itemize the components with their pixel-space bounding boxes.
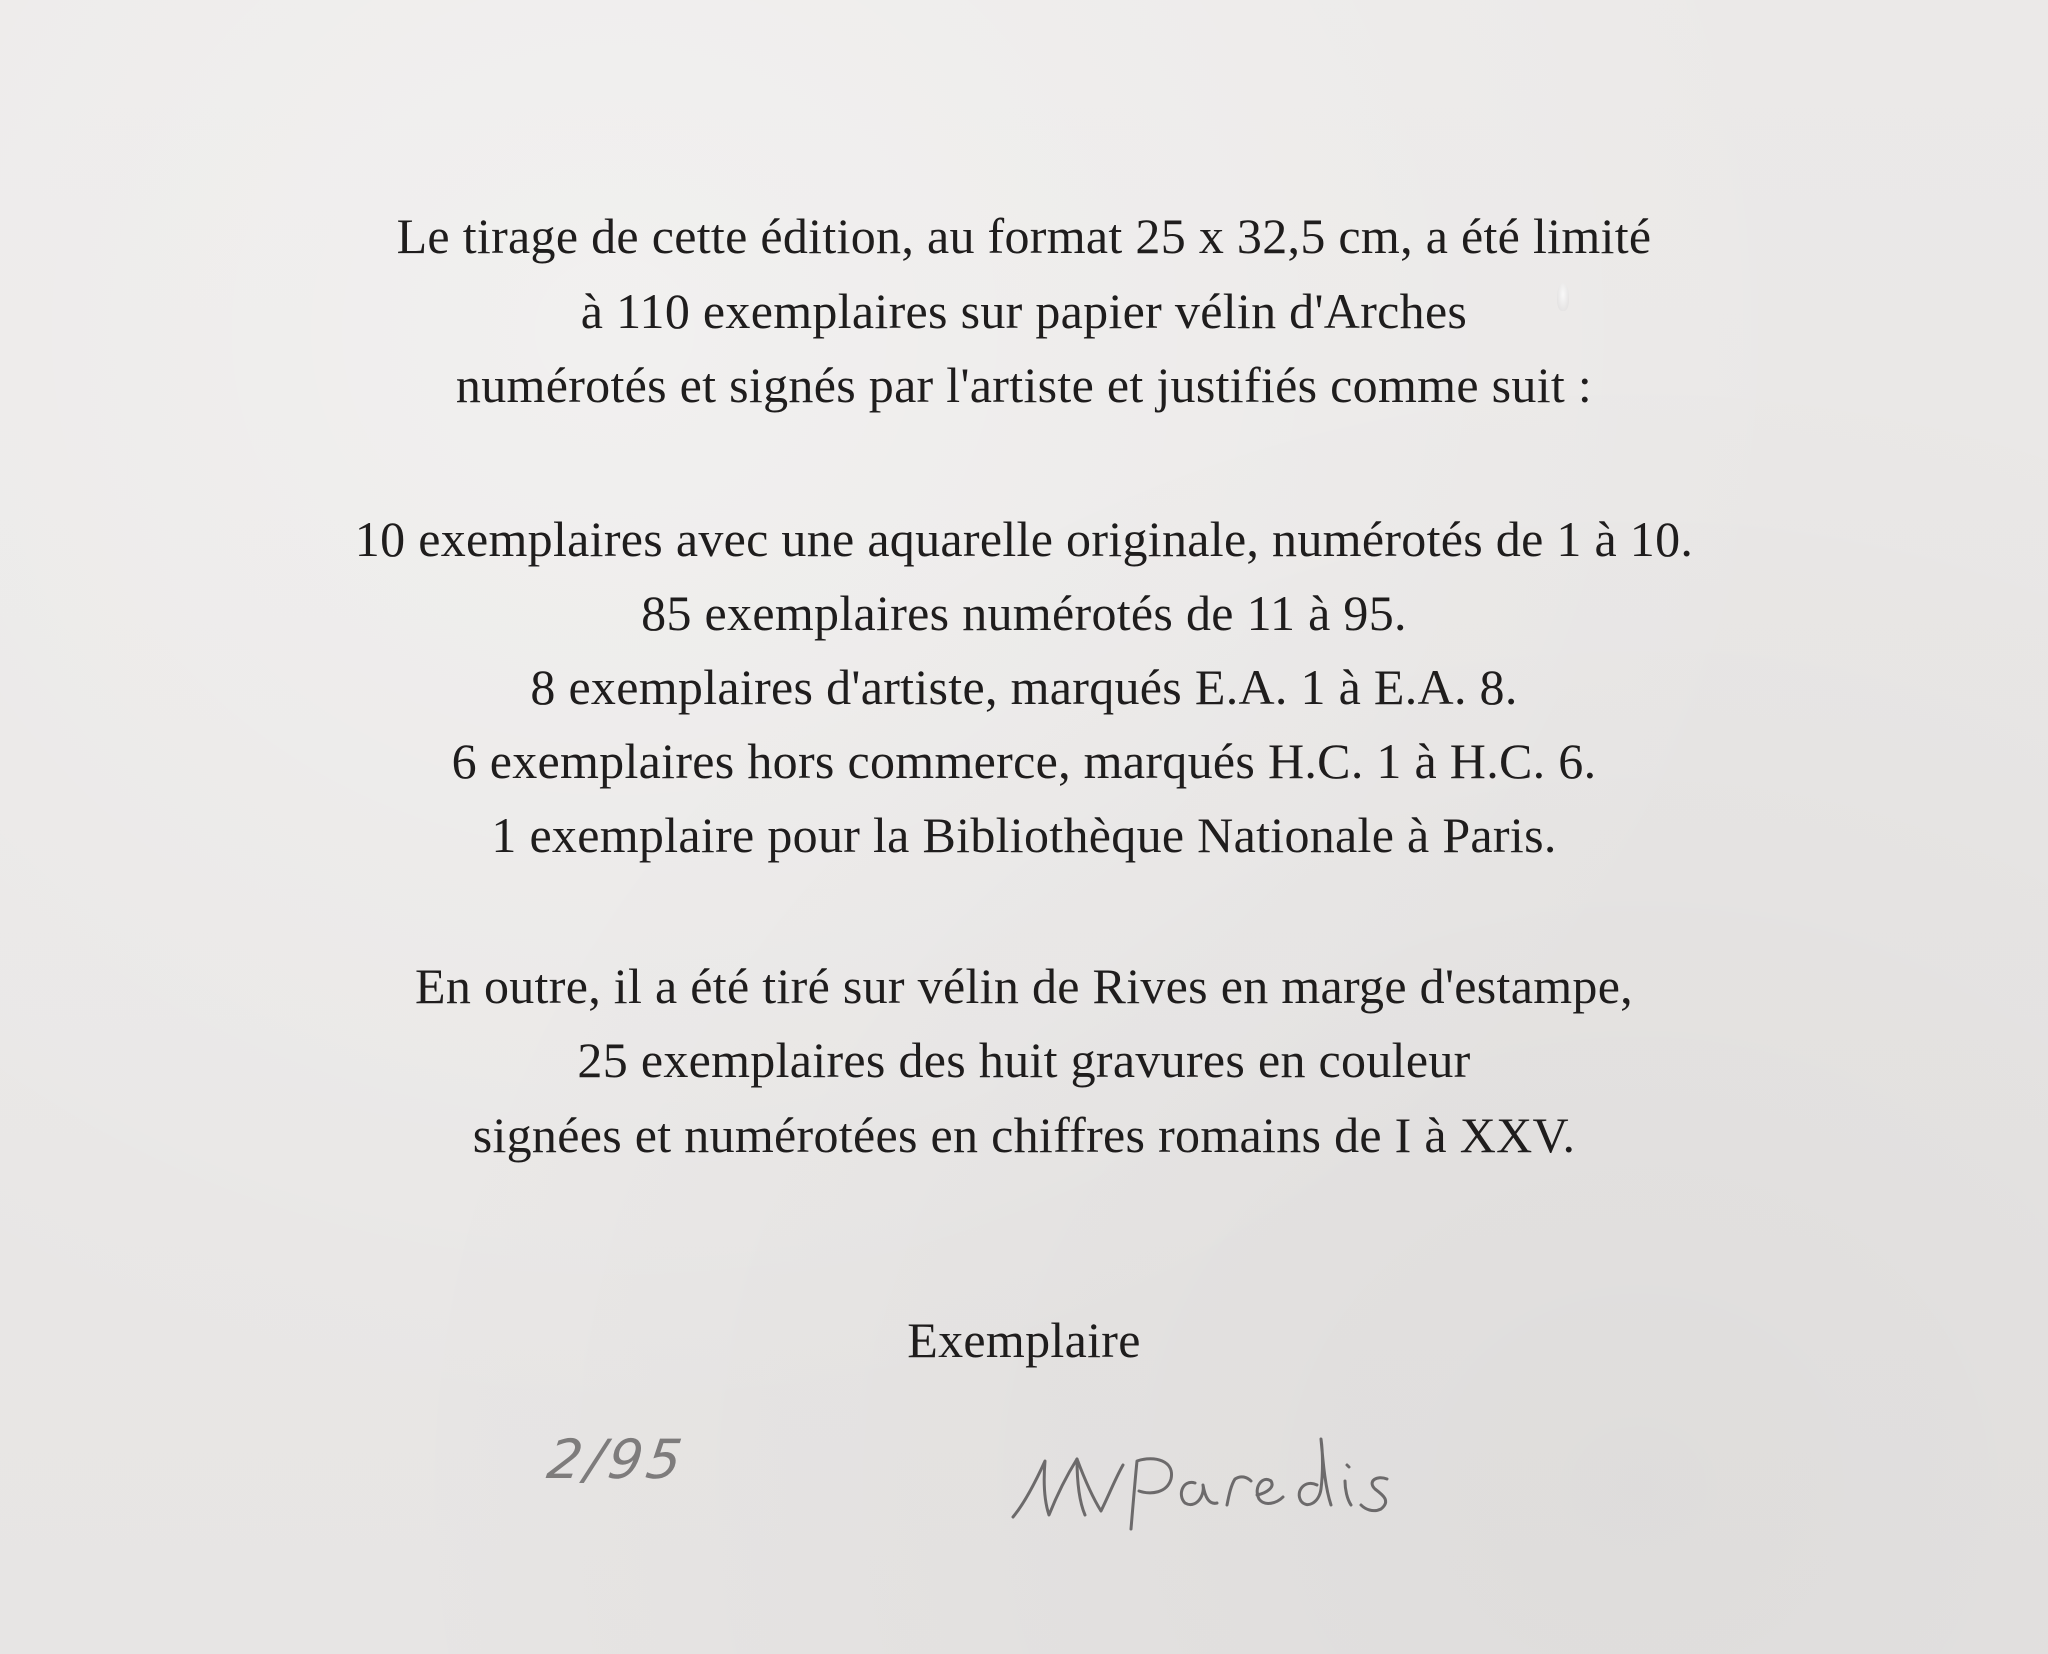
colophon-line-1: Le tirage de cette édition, au format 25 x 32,5 cm, a été limité — [396, 208, 1652, 264]
supplement-line-2: 25 exemplaires des huit gravures en couleur — [577, 1032, 1471, 1088]
justification-line-1: 10 exemplaires avec une aquarelle originale, numérotés de 1 à 10. — [354, 511, 1694, 567]
supplement-line-3: signées et numérotées en chiffres romains de I à XXV. — [472, 1107, 1576, 1163]
justification-line-4: 6 exemplaires hors commerce, marqués H.C. 1 à H.C. 6. — [451, 733, 1597, 789]
supplement-line-1: En outre, il a été tiré sur vélin de Rives en marge d'estampe, — [415, 958, 1633, 1014]
colophon-line-2: à 110 exemplaires sur papier vélin d'Arches — [580, 283, 1468, 339]
colophon-line-3: numérotés et signés par l'artiste et justifiés comme suit : — [455, 357, 1593, 413]
justification-line-3: 8 exemplaires d'artiste, marqués E.A. 1 à E.A. 8. — [530, 659, 1518, 715]
justification-line-5: 1 exemplaire pour la Bibliothèque Nationale à Paris. — [491, 807, 1557, 863]
handwritten-edition-number: 2/95 — [543, 1428, 690, 1491]
artist-signature — [1005, 1425, 1425, 1535]
justification-line-2: 85 exemplaires numérotés de 11 à 95. — [641, 585, 1407, 641]
copy-label: Exemplaire — [907, 1312, 1141, 1368]
